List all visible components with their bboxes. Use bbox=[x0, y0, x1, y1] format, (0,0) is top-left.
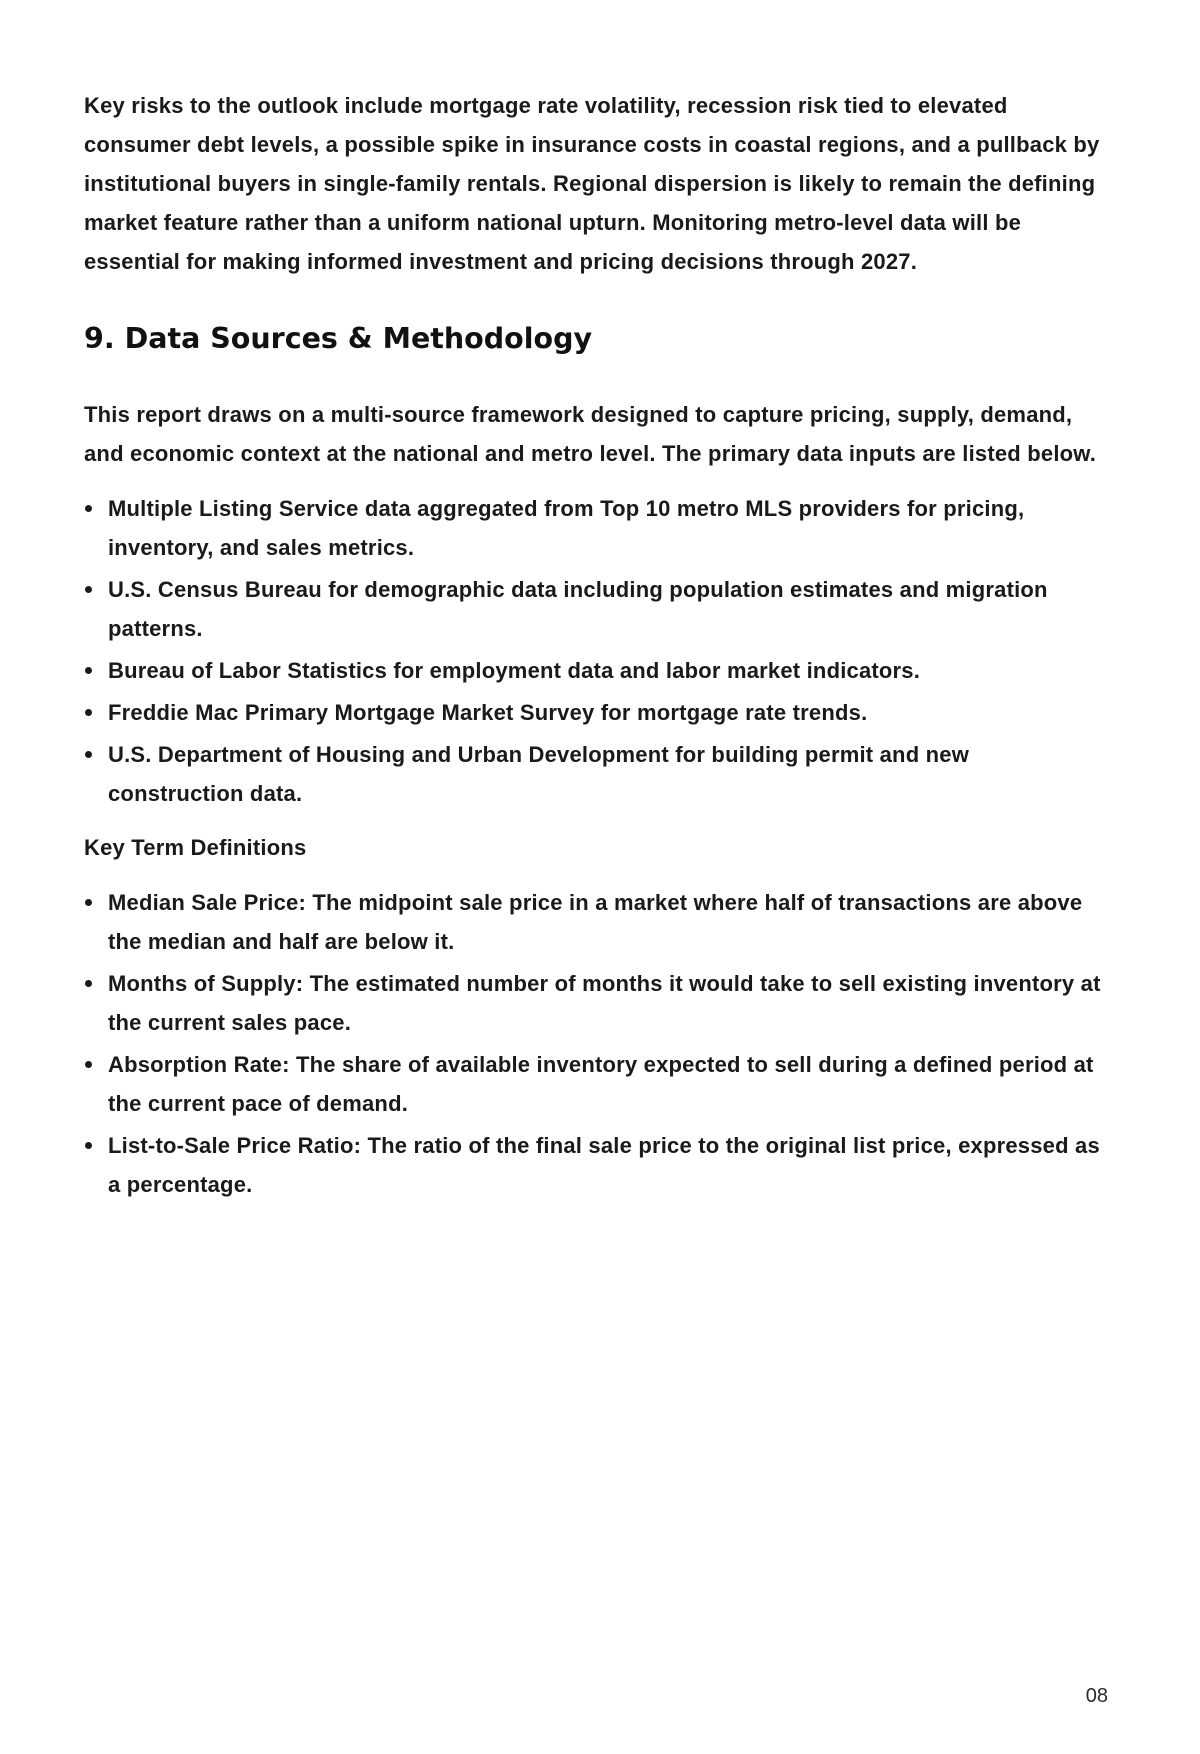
bullet-icon bbox=[85, 586, 92, 593]
bullet-icon bbox=[85, 505, 92, 512]
bullet-icon bbox=[85, 899, 92, 906]
list-item-text: Freddie Mac Primary Mortgage Market Survey for mortgage rate trends. bbox=[108, 700, 868, 725]
section-intro: This report draws on a multi-source framework designed to capture pricing, supply, demand, and economic context at the national and metro level. The primary data inputs are listed below. bbox=[84, 402, 1097, 466]
list-item-text: List-to-Sale Price Ratio: The ratio of the final sale price to the original list price, expressed as a percentage. bbox=[108, 1133, 1100, 1197]
document-page bbox=[84, 86, 1110, 1207]
list-item-text: Absorption Rate: The share of available inventory expected to sell during a defined period at the current pace of demand. bbox=[108, 1052, 1094, 1116]
list-item-text: Multiple Listing Service data aggregated from Top 10 metro MLS providers for pricing, inventory, and sales metrics. bbox=[108, 496, 1025, 560]
bullet-icon bbox=[85, 980, 92, 987]
list-item-text: U.S. Department of Housing and Urban Development for building permit and new construction data. bbox=[108, 742, 970, 806]
list-item-text: Bureau of Labor Statistics for employment data and labor market indicators. bbox=[108, 658, 921, 683]
list-item bbox=[84, 570, 1110, 648]
bullet-icon bbox=[85, 1061, 92, 1068]
list-item bbox=[84, 489, 1110, 567]
bullet-icon bbox=[85, 667, 92, 674]
risks-paragraph: Key risks to the outlook include mortgage rate volatility, recession risk tied to elevated consumer debt levels, a possible spike in insurance costs in coastal regions, and a pullback by institutional buyers in single-family rentals. Regional dispersion is likely to remain the defining market feature rather than a uniform national upturn. Monitoring metro-level data will be essential for making informed investment and pricing decisions through 2027. bbox=[84, 93, 1100, 274]
list-item bbox=[84, 693, 1110, 732]
bullet-icon bbox=[85, 1142, 92, 1149]
list-item bbox=[84, 1045, 1110, 1123]
page-number: 08 bbox=[1085, 1685, 1108, 1707]
list-item bbox=[84, 883, 1110, 961]
bullet-icon bbox=[85, 751, 92, 758]
list-item bbox=[84, 735, 1110, 813]
list-item bbox=[84, 651, 1110, 690]
list-item-text: Months of Supply: The estimated number of months it would take to sell existing inventory at the current sales pace. bbox=[108, 971, 1101, 1035]
section-heading: 9. Data Sources & Methodology bbox=[84, 322, 593, 355]
list-item-text: Median Sale Price: The midpoint sale price in a market where half of transactions are above the median and half are below it. bbox=[108, 890, 1083, 954]
sources-list bbox=[84, 489, 1110, 813]
list-item bbox=[84, 1126, 1110, 1204]
list-item bbox=[84, 964, 1110, 1042]
list-item-text: U.S. Census Bureau for demographic data including population estimates and migration patterns. bbox=[108, 577, 1048, 641]
bullet-icon bbox=[85, 709, 92, 716]
definitions-list bbox=[84, 883, 1110, 1204]
definitions-heading: Key Term Definitions bbox=[84, 835, 307, 860]
